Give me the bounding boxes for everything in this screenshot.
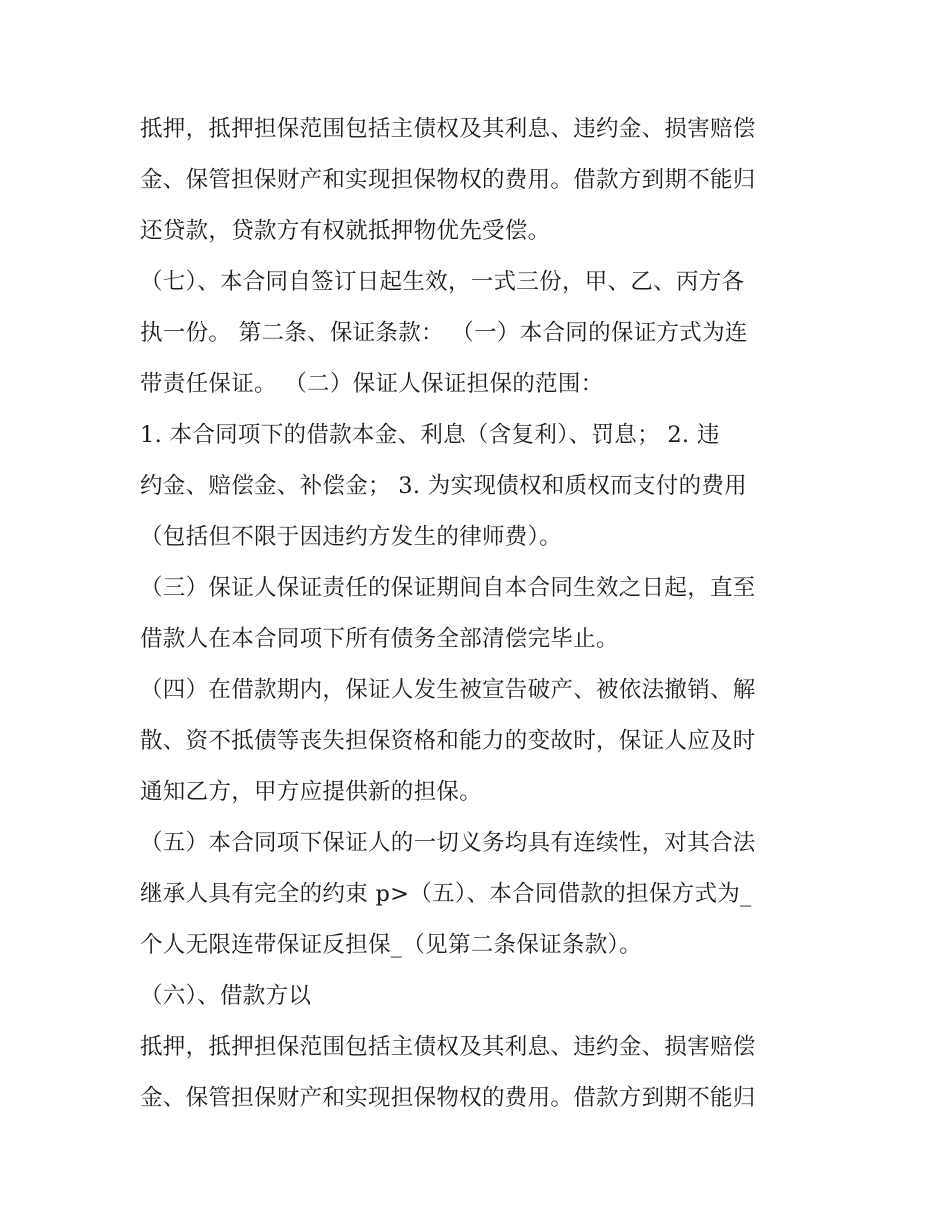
text-line: 抵押，抵押担保范围包括主债权及其利息、违约金、损害赔偿 bbox=[140, 1034, 756, 1060]
text-line: 散、资不抵债等丧失担保资格和能力的变故时，保证人应及时 bbox=[140, 728, 756, 754]
text-line: 带责任保证。 （二）保证人保证担保的范围： bbox=[140, 371, 604, 397]
text-line: （六）、借款方以 bbox=[140, 983, 312, 1009]
text-line: （三）保证人保证责任的保证期间自本合同生效之日起，直至 bbox=[140, 575, 756, 601]
document-body bbox=[140, 104, 812, 1124]
text-line: 1. 本合同项下的借款本金、利息（含复利）、罚息； 2. 违 bbox=[140, 422, 720, 448]
text-line: 约金、赔偿金、补偿金； 3. 为实现债权和质权而支付的费用 bbox=[140, 473, 747, 499]
text-line: 还贷款，贷款方有权就抵押物优先受偿。 bbox=[140, 218, 551, 244]
text-line: 金、保管担保财产和实现担保物权的费用。借款方到期不能归 bbox=[140, 1085, 756, 1111]
text-line: （包括但不限于因违约方发生的律师费）。 bbox=[140, 524, 562, 550]
text-line: （四）在借款期内，保证人发生被宣告破产、被依法撤销、解 bbox=[140, 677, 756, 703]
text-line: 借款人在本合同项下所有债务全部清偿完毕止。 bbox=[140, 626, 619, 652]
text-line: 个人无限连带保证反担保_（见第二条保证条款）。 bbox=[140, 932, 642, 958]
text-line: 继承人具有完全的约束 p>（五）、本合同借款的担保方式为_ bbox=[140, 881, 752, 907]
text-line: 金、保管担保财产和实现担保物权的费用。借款方到期不能归 bbox=[140, 167, 756, 193]
text-line: 执一份。 第二条、保证条款： （一）本合同的保证方式为连 bbox=[140, 320, 748, 346]
text-line: 通知乙方，甲方应提供新的担保。 bbox=[140, 779, 483, 805]
text-line: 抵押，抵押担保范围包括主债权及其利息、违约金、损害赔偿 bbox=[140, 116, 756, 142]
text-line: （七）、本合同自签订日起生效，一式三份，甲、乙、丙方各 bbox=[140, 269, 745, 295]
text-line: （五）本合同项下保证人的一切义务均具有连续性，对其合法 bbox=[140, 830, 756, 856]
